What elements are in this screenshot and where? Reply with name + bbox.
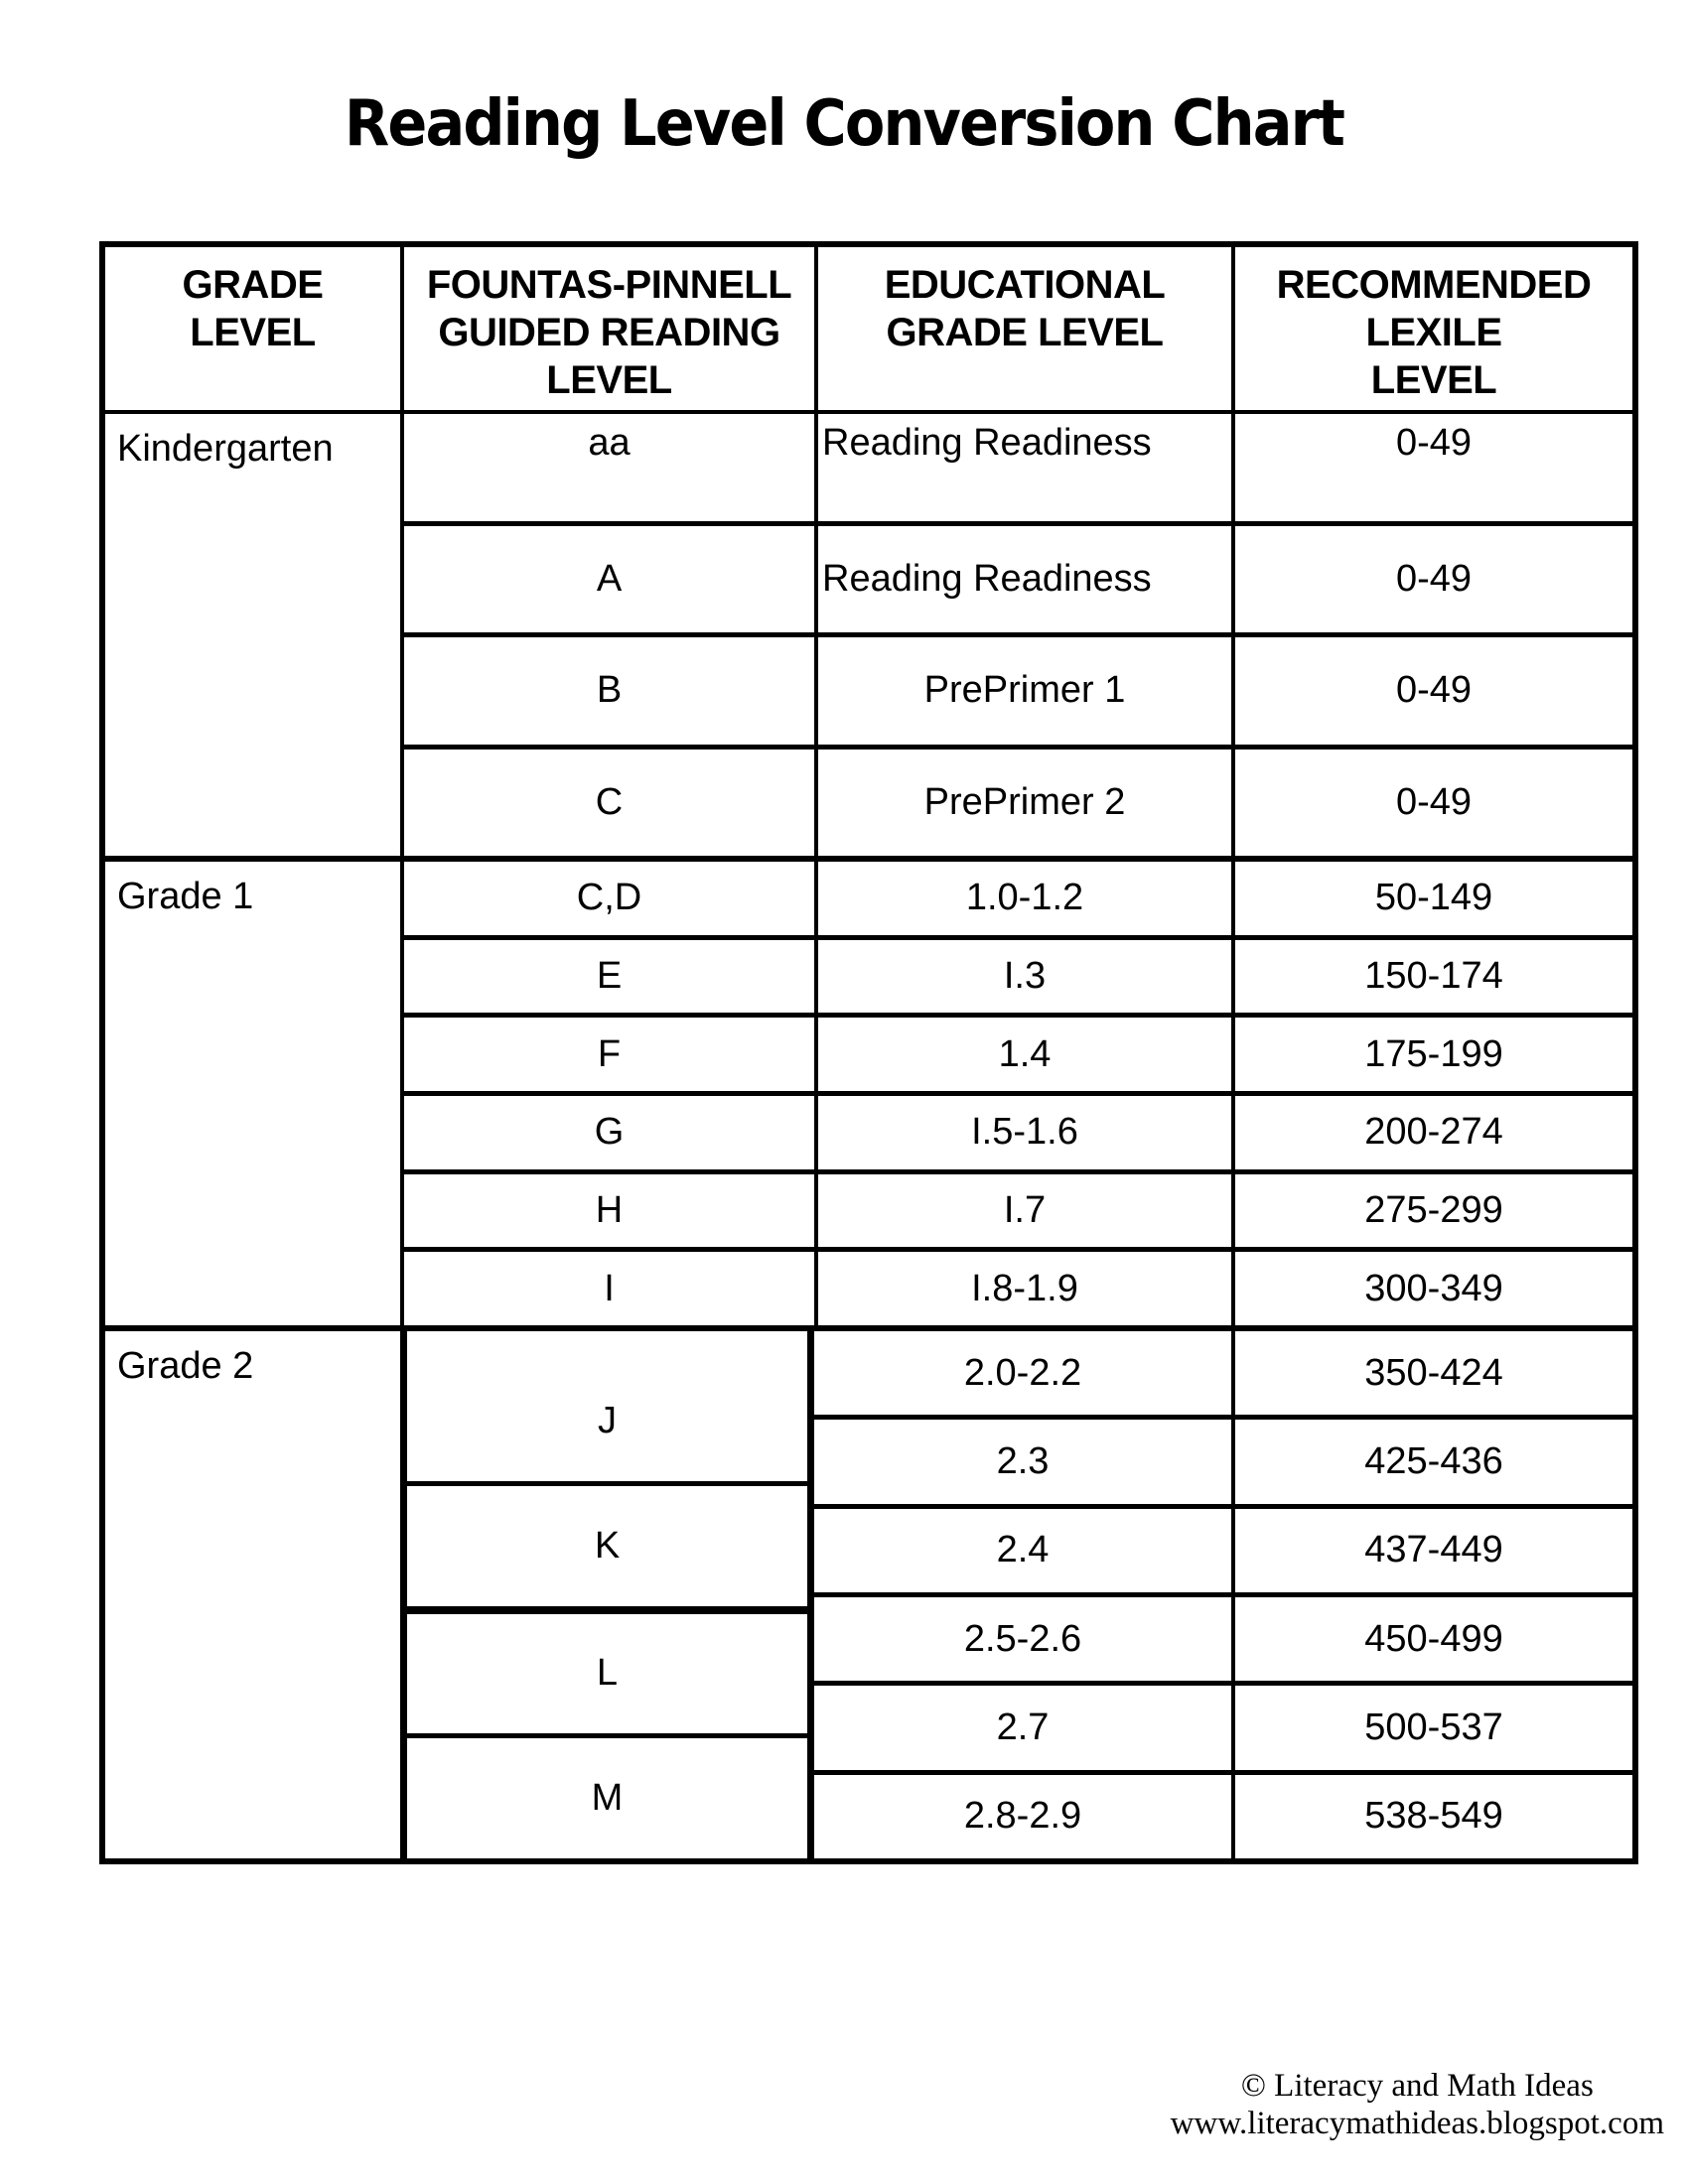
table-row [400, 632, 1632, 745]
fp-cell: aa [400, 414, 814, 521]
table-row [400, 745, 1632, 857]
edu-cell: PrePrimer 1 [814, 637, 1231, 745]
fp-cell: M [400, 1733, 814, 1858]
lexile-cell: 437-449 [1231, 1509, 1632, 1592]
lexile-cell: 275-299 [1231, 1174, 1632, 1248]
footer-credit [1171, 2067, 1664, 2142]
edu-cell: 1.4 [814, 1018, 1231, 1091]
edu-cell: 2.4 [996, 1529, 1050, 1571]
table-row [400, 1247, 1632, 1325]
band-rows [400, 862, 1632, 1325]
fp-cell: A [400, 526, 814, 633]
band-grade-1 [105, 856, 1632, 1325]
lexile-cell: 0-49 [1231, 526, 1632, 633]
fp-cell: C [400, 750, 814, 857]
grade-label: Grade 2 [117, 1345, 254, 1387]
header-line: LEVEL [1370, 358, 1497, 402]
edu-cell: 2.3 [996, 1439, 1050, 1482]
edu-cell: 1.0-1.2 [814, 862, 1231, 935]
header-fountas-pinnell [400, 247, 814, 410]
edu-cell: I.8-1.9 [814, 1252, 1231, 1325]
lexile-cell: 500-537 [1231, 1686, 1632, 1769]
table-row [814, 1504, 1632, 1592]
edu-cell: PrePrimer 2 [814, 750, 1231, 857]
table-row [400, 414, 1632, 521]
edu-cell: 2.8-2.9 [963, 1795, 1082, 1838]
table-row [400, 1169, 1632, 1248]
fp-cell: L [400, 1606, 814, 1734]
lexile-cell: 300-349 [1231, 1252, 1632, 1325]
grade-2-rows [814, 1331, 1632, 1858]
edu-cell: Reading Readiness [814, 526, 1231, 633]
edu-cell: I.3 [814, 940, 1231, 1014]
fp-cell: H [400, 1174, 814, 1248]
lexile-cell: 425-436 [1231, 1420, 1632, 1503]
edu-cell: I.5-1.6 [814, 1096, 1231, 1169]
lexile-cell: 150-174 [1231, 940, 1632, 1014]
fp-cell: B [400, 637, 814, 745]
fp-cell: F [400, 1018, 814, 1091]
header-line: LEVEL [190, 311, 316, 354]
website-text: www.literacymathideas.blogspot.com [1170, 2106, 1664, 2141]
edu-cell: I.7 [814, 1174, 1231, 1248]
table-row [400, 1013, 1632, 1091]
edu-cell: 2.0-2.2 [963, 1351, 1082, 1394]
table-row [400, 862, 1632, 935]
header-line: LEXILE [1365, 311, 1502, 354]
table-row [814, 1592, 1632, 1681]
table-row [400, 521, 1632, 633]
lexile-cell: 350-424 [1231, 1331, 1632, 1415]
fp-cell: I [400, 1252, 814, 1325]
fp-cell: C,D [400, 862, 814, 935]
fp-cell: E [400, 940, 814, 1014]
header-line: GUIDED READING [438, 311, 780, 354]
lexile-cell: 0-49 [1231, 414, 1632, 521]
grade-label: Kindergarten [117, 428, 334, 470]
copyright-text: © Literacy and Math Ideas [1240, 2068, 1594, 2104]
band-kindergarten [105, 414, 1632, 856]
page-title: Reading Level Conversion Chart [344, 87, 1344, 161]
fountas-pinnell-block [400, 1331, 814, 1858]
lexile-cell: 450-499 [1231, 1597, 1632, 1681]
table-header-row [105, 247, 1632, 414]
table-row [814, 1681, 1632, 1769]
band-rows [400, 1331, 1632, 1858]
fp-cell: K [400, 1481, 814, 1606]
header-line: RECOMMENDED [1276, 263, 1592, 307]
table-row [814, 1415, 1632, 1503]
header-line: LEVEL [546, 358, 672, 402]
table-row [814, 1770, 1632, 1858]
lexile-cell: 538-549 [1231, 1775, 1632, 1858]
fp-cell: G [400, 1096, 814, 1169]
header-line: GRADE LEVEL [886, 311, 1164, 354]
lexile-cell: 0-49 [1231, 750, 1632, 857]
edu-cell: 2.5-2.6 [963, 1617, 1082, 1660]
lexile-cell: 200-274 [1231, 1096, 1632, 1169]
table-row [400, 1091, 1632, 1169]
lexile-cell: 0-49 [1231, 637, 1632, 745]
conversion-table [99, 241, 1638, 1864]
edu-cell: 2.7 [996, 1706, 1050, 1748]
lexile-cell: 175-199 [1231, 1018, 1632, 1091]
band-grade-2 [105, 1325, 1632, 1858]
header-line: GRADE [182, 263, 324, 307]
table-row [814, 1331, 1632, 1415]
header-recommended-lexile [1231, 247, 1632, 410]
grade-label: Grade 1 [117, 876, 254, 917]
table-row [400, 935, 1632, 1014]
edu-cell: Reading Readiness [814, 414, 1231, 521]
header-line: FOUNTAS-PINNELL [426, 263, 792, 307]
lexile-cell: 50-149 [1231, 862, 1632, 935]
header-educational-grade [814, 247, 1231, 410]
header-grade-level [105, 247, 400, 410]
band-rows [400, 414, 1632, 856]
header-line: EDUCATIONAL [884, 263, 1166, 307]
fp-cell: J [400, 1331, 814, 1481]
